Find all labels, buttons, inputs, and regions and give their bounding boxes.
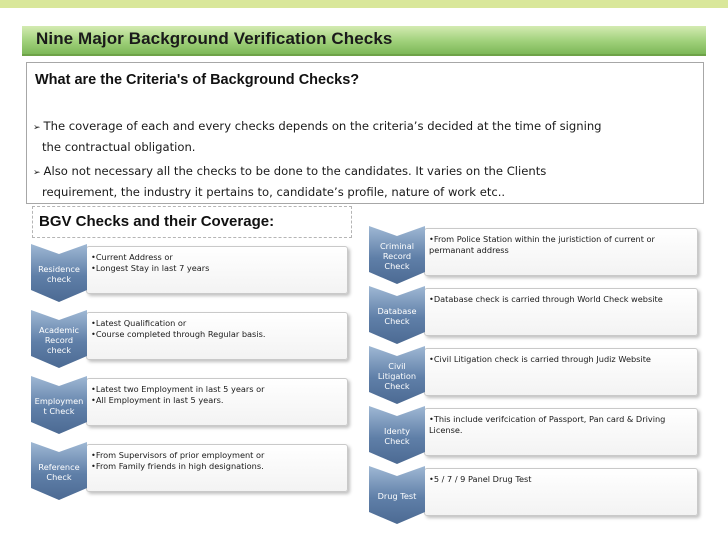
coverage-heading: BGV Checks and their Coverage: <box>39 213 275 230</box>
check-name-line: Identy <box>384 426 410 436</box>
check-detail-line: •Civil Litigation check is carried through Judiz Website <box>429 354 651 364</box>
check-name-line: t Check <box>43 406 75 416</box>
left-check-description <box>86 444 348 492</box>
check-detail-line: •From Family friends in high designations. <box>91 461 264 471</box>
check-detail-line: •Course completed through Regular basis. <box>91 329 266 339</box>
title-banner <box>22 26 706 56</box>
criteria-point-2 <box>33 162 697 202</box>
check-detail-line: •Longest Stay in last 7 years <box>91 263 210 273</box>
criteria-heading: What are the Criteria's of Background Checks? <box>35 72 360 88</box>
check-name-label <box>31 462 87 482</box>
check-name-line: Litigation <box>377 371 417 381</box>
right-check-description <box>424 288 698 336</box>
check-detail-line: •From Supervisors of prior employment or <box>91 450 265 460</box>
check-detail-line: •Latest Qualification or <box>91 318 187 328</box>
check-name-line: Check <box>384 381 410 391</box>
check-name-line: Record <box>44 335 74 345</box>
check-name-line: Employmen <box>34 396 84 406</box>
check-name-line: Reference <box>38 462 80 472</box>
criteria-point-2-line-2: requirement, the industry it pertains to, candidate’s profile, nature of work etc.. <box>42 185 506 199</box>
check-name-line: Database <box>377 306 417 316</box>
criteria-point-1 <box>33 117 697 157</box>
check-name-line: check <box>47 345 71 355</box>
check-name-label <box>31 396 87 416</box>
check-detail-line: •From Police Station within the juristiction of current or <box>429 234 655 244</box>
check-name-label <box>369 241 425 271</box>
right-check-description <box>424 408 698 456</box>
check-name-line: Academic <box>39 325 79 335</box>
check-name-line: check <box>47 274 71 284</box>
check-detail-line: •Latest two Employment in last 5 years or <box>91 384 265 394</box>
top-accent-band <box>0 0 728 8</box>
check-detail-line: •This include verifcication of Passport, Pan card & Driving <box>429 414 666 424</box>
criteria-point-2-line-1: Also not necessary all the checks to be done to the candidates. It varies on the Clients <box>43 164 547 178</box>
check-name-line: Record <box>382 251 412 261</box>
check-name-line: Check <box>384 316 410 326</box>
page-title: Nine Major Background Verification Checks <box>36 29 393 48</box>
check-detail-line: •Current Address or <box>91 252 173 262</box>
left-check-description <box>86 378 348 426</box>
check-name-label <box>369 361 425 391</box>
check-detail-line: •Database check is carried through World Check website <box>429 294 663 304</box>
right-check-description <box>424 468 698 516</box>
check-name-label <box>369 426 425 446</box>
left-check-description <box>86 312 348 360</box>
criteria-point-1-line-2: the contractual obligation. <box>42 140 196 154</box>
right-check-description <box>424 228 698 276</box>
left-check-description <box>86 246 348 294</box>
check-name-line: Residence <box>38 264 80 274</box>
check-detail-line: •5 / 7 / 9 Panel Drug Test <box>429 474 532 484</box>
arrow-bullet-icon: ➢ <box>33 168 41 178</box>
check-detail-line: permanant address <box>429 245 509 255</box>
check-name-label <box>369 491 425 501</box>
criteria-box <box>26 62 704 204</box>
check-name-line: Criminal <box>379 241 415 251</box>
right-check-description <box>424 348 698 396</box>
check-name-label <box>31 264 87 284</box>
criteria-point-1-line-1: The coverage of each and every checks depends on the criteria’s decided at the time of signing <box>43 119 602 133</box>
check-name-line: Civil <box>388 361 406 371</box>
check-detail-line: •All Employment in last 5 years. <box>91 395 224 405</box>
check-name-label <box>31 325 87 355</box>
check-name-line: Check <box>384 261 410 271</box>
coverage-heading-box <box>32 206 352 238</box>
check-name-line: Drug Test <box>377 491 417 501</box>
check-name-line: Check <box>384 436 410 446</box>
arrow-bullet-icon: ➢ <box>33 123 41 133</box>
check-name-line: Check <box>46 472 72 482</box>
check-detail-line: License. <box>429 425 463 435</box>
check-name-label <box>369 306 425 326</box>
